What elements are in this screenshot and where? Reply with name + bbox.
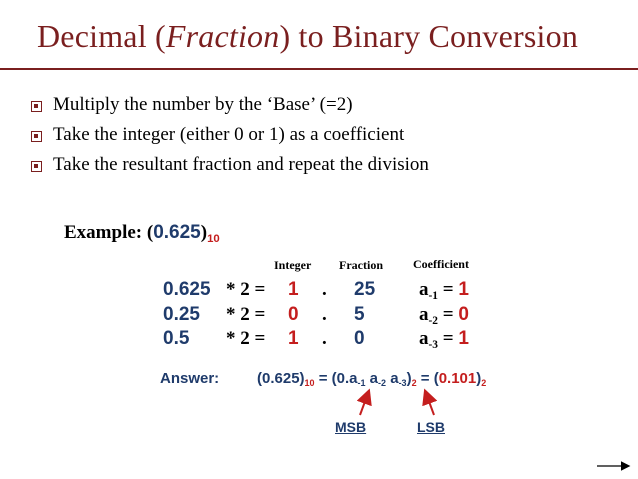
example-label: Example: $(0.625)_{10}$	[64, 222, 220, 245]
answer-expression: $(0.625)_{10} = (0.a_{-1}$ $a_{-2}$ $a_{-3})_2 = (0.101)_2$	[257, 370, 487, 389]
msb-label: MSB	[335, 419, 367, 435]
bullet-text: Take the integer (either 0 or 1) as a coefficient	[53, 124, 405, 145]
row-fraction: 25	[354, 279, 376, 300]
row-number: 0.25	[163, 304, 200, 325]
row-number: 0.625	[163, 279, 211, 300]
row-coefficient: $a_{-2} = 0$	[419, 304, 469, 327]
header-fraction: Fraction	[339, 258, 383, 272]
row-integer: 0	[288, 304, 299, 325]
row-fraction: 5	[354, 304, 365, 325]
row-coefficient: $a_{-1} = 1$	[419, 279, 469, 302]
row-dot: .	[322, 328, 327, 349]
bullet-text: Take the resultant fraction and repeat the division	[53, 154, 429, 175]
row-coefficient: $a_{-3} = 1$	[419, 328, 469, 351]
row-integer: 1	[288, 279, 299, 300]
row-operator: * 2 =	[226, 304, 266, 325]
msb-arrow	[360, 396, 367, 415]
row-integer: 1	[288, 328, 299, 349]
row-fraction: 0	[354, 328, 365, 349]
bullet-text: Multiply the number by the ‘Base’ (=2)	[53, 94, 353, 115]
lsb-arrow	[427, 396, 434, 415]
row-operator: * 2 =	[226, 279, 266, 300]
row-dot: .	[322, 279, 327, 300]
lsb-label: LSB	[417, 419, 445, 435]
page-title: Decimal (Fraction) to Binary Conversion	[37, 18, 579, 54]
row-number: 0.5	[163, 328, 190, 349]
row-dot: .	[322, 304, 327, 325]
header-coefficient: Coefficient	[413, 257, 469, 271]
answer-label: Answer:	[160, 370, 220, 387]
header-integer: Integer	[274, 258, 312, 272]
row-operator: * 2 =	[226, 328, 266, 349]
